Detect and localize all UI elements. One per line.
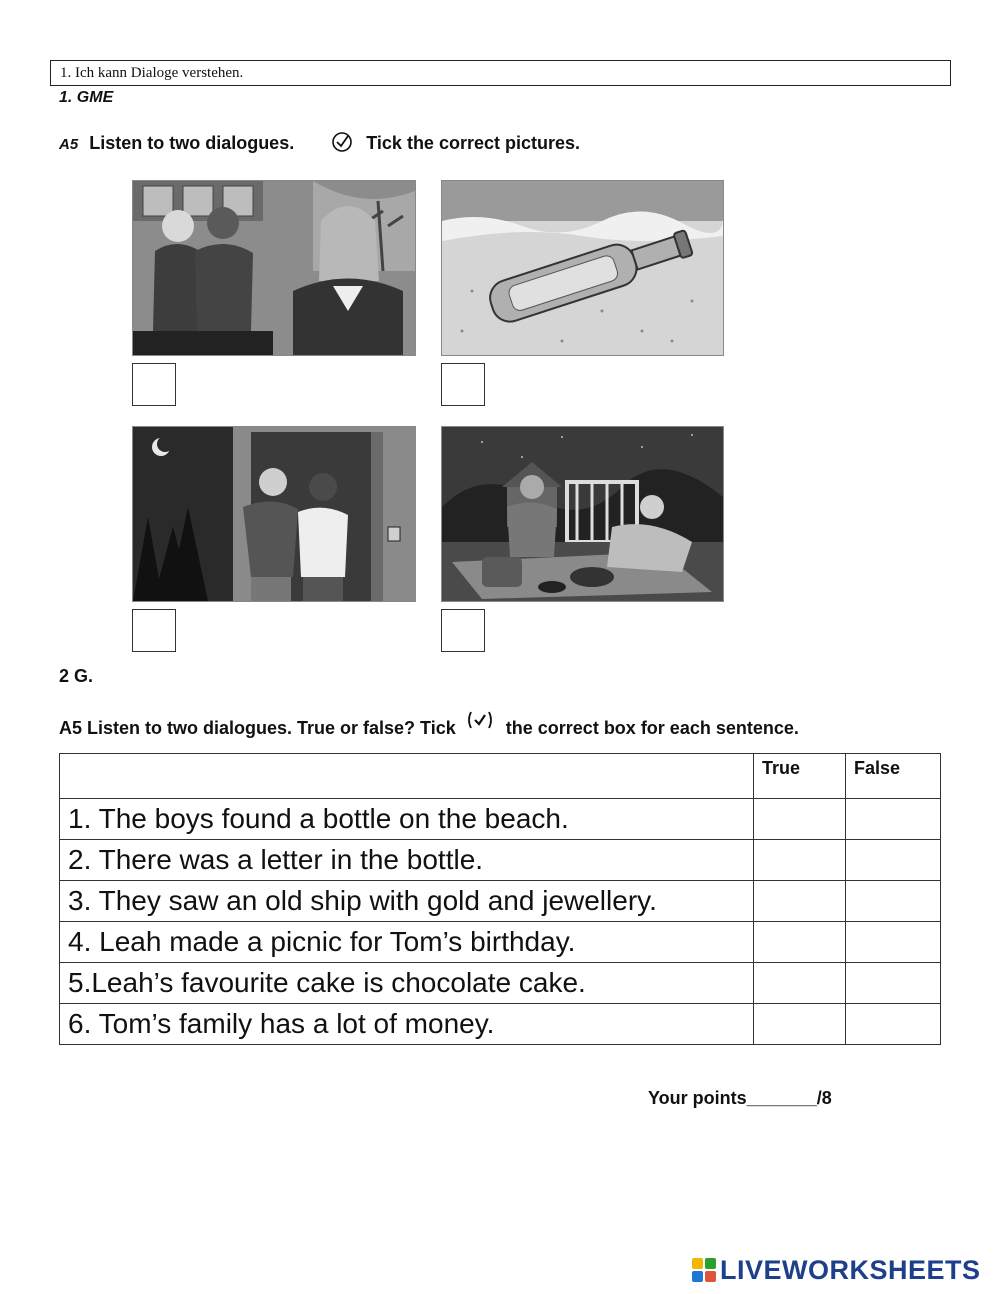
statement-2: 2. There was a letter in the bottle.	[60, 840, 754, 881]
picture-1-checkbox[interactable]	[132, 363, 176, 406]
statement-4: 4. Leah made a picnic for Tom’s birthday.	[60, 922, 754, 963]
table-row	[60, 799, 941, 840]
statement-3-false-box[interactable]	[846, 881, 941, 922]
picture-3-checkbox[interactable]	[132, 609, 176, 652]
couple-at-door-night-picture	[132, 426, 416, 602]
table-row	[60, 922, 941, 963]
statement-6-true-box[interactable]	[754, 1004, 846, 1045]
statement-column-header	[60, 754, 754, 799]
picture-4-checkbox[interactable]	[441, 609, 485, 652]
listen-instruction: Listen to two dialogues.	[89, 133, 295, 153]
statement-5: 5.Leah’s favourite cake is chocolate cake.	[60, 963, 754, 1004]
section-2-title: 2 G.	[59, 666, 94, 686]
table-header-row	[60, 754, 941, 799]
bottle-on-beach-picture	[441, 180, 724, 356]
statement-5-false-box[interactable]	[846, 963, 941, 1004]
true-column-header: True	[754, 754, 846, 799]
task-2-instruction-end: the correct box for each sentence.	[505, 718, 799, 738]
true-false-table	[59, 753, 941, 1045]
table-row	[60, 840, 941, 881]
statement-6-false-box[interactable]	[846, 1004, 941, 1045]
statement-4-true-box[interactable]	[754, 922, 846, 963]
table-row	[60, 1004, 941, 1045]
table-row	[60, 881, 941, 922]
statement-2-true-box[interactable]	[754, 840, 846, 881]
task-1-instruction	[59, 131, 580, 154]
false-column-header: False	[846, 754, 941, 799]
task-2-instruction	[59, 710, 799, 739]
task-2-instruction-start: A5 Listen to two dialogues. True or false? Tick	[59, 718, 456, 738]
tick-symbol-icon	[465, 710, 495, 730]
task-code: A5	[59, 136, 79, 153]
statement-1: 1. The boys found a bottle on the beach.	[60, 799, 754, 840]
tick-instruction: Tick the correct pictures.	[366, 133, 580, 153]
section-1-title: 1. GME	[59, 89, 114, 106]
logo-blocks-icon	[692, 1258, 716, 1282]
statement-3-true-box[interactable]	[754, 881, 846, 922]
statement-1-true-box[interactable]	[754, 799, 846, 840]
can-do-statement: 1. Ich kann Dialoge verstehen.	[50, 60, 951, 86]
score-line: Your points_______/8	[648, 1088, 832, 1108]
table-row	[60, 963, 941, 1004]
statement-3: 3. They saw an old ship with gold and jewellery.	[60, 881, 754, 922]
statement-6: 6. Tom’s family has a lot of money.	[60, 1004, 754, 1045]
picnic-night-picture	[441, 426, 724, 602]
check-circle-icon	[331, 131, 353, 153]
statement-2-false-box[interactable]	[846, 840, 941, 881]
liveworksheets-logo[interactable]	[692, 1254, 981, 1286]
picture-2-checkbox[interactable]	[441, 363, 485, 406]
logo-text: LIVEWORKSHEETS	[720, 1254, 981, 1285]
statement-4-false-box[interactable]	[846, 922, 941, 963]
girls-whispering-picture	[132, 180, 416, 356]
statement-5-true-box[interactable]	[754, 963, 846, 1004]
statement-1-false-box[interactable]	[846, 799, 941, 840]
